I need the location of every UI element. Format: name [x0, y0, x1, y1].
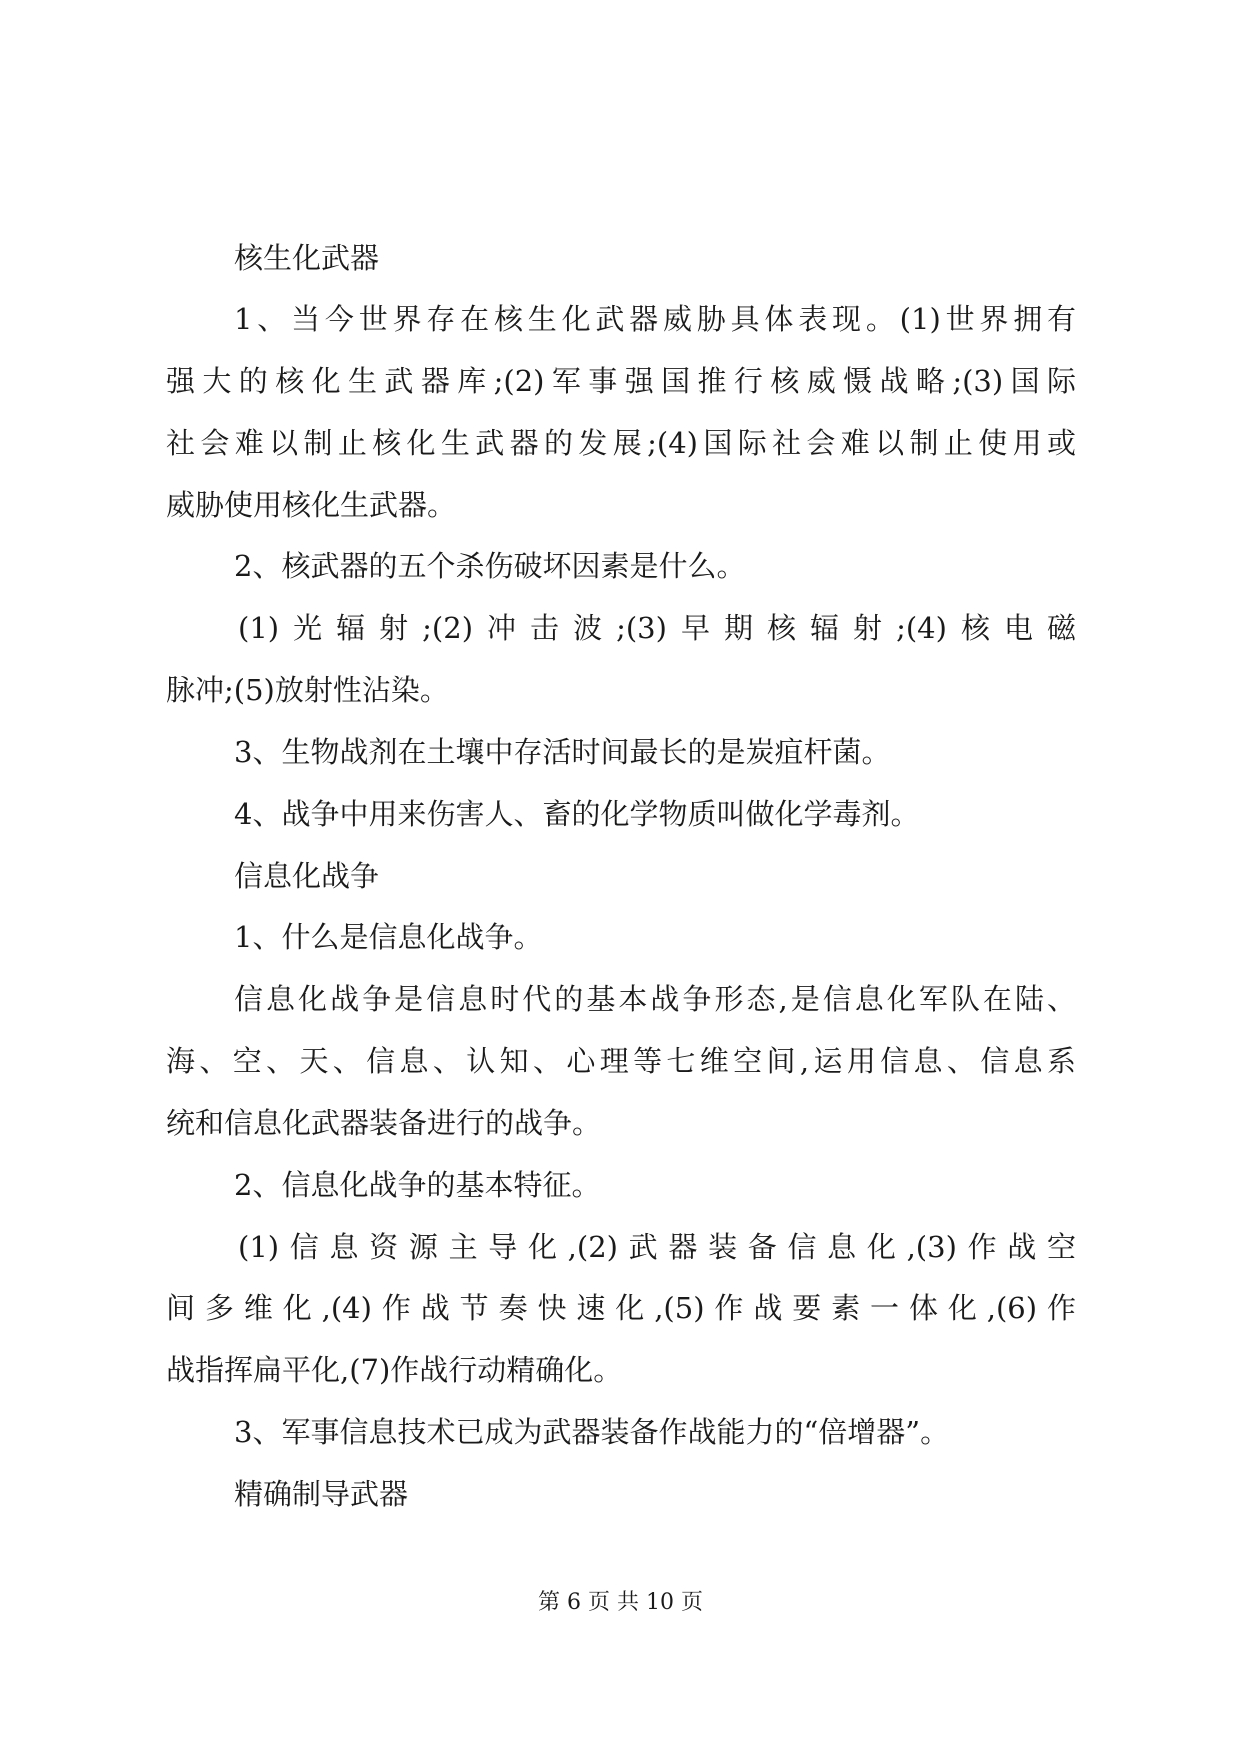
paragraph-line: 间多维化,(4)作战节奏快速化,(5)作战要素一体化,(6)作: [166, 1291, 1076, 1325]
section-heading: 核生化武器: [234, 241, 380, 275]
paragraph-line: 威胁使用核化生武器。: [166, 488, 457, 522]
paragraph-line: 脉冲;(5)放射性沾染。: [166, 673, 449, 707]
section-heading: 信息化战争: [234, 859, 380, 893]
paragraph-line: 2、核武器的五个杀伤破坏因素是什么。: [234, 549, 746, 583]
paragraph-line: 社会难以制止核化生武器的发展;(4)国际社会难以制止使用或: [166, 426, 1076, 460]
paragraph-line: 信息化战争是信息时代的基本战争形态,是信息化军队在陆、: [234, 982, 1076, 1016]
paragraph-line: 战指挥扁平化,(7)作战行动精确化。: [166, 1353, 623, 1387]
paragraph-line: 统和信息化武器装备进行的战争。: [166, 1106, 602, 1140]
paragraph-line: 4、战争中用来伤害人、畜的化学物质叫做化学毒剂。: [234, 797, 920, 831]
section-heading: 精确制导武器: [234, 1477, 409, 1511]
page-number-footer: 第 6 页 共 10 页: [538, 1590, 703, 1615]
paragraph-line: 3、生物战剂在土壤中存活时间最长的是炭疽杆菌。: [234, 735, 891, 769]
paragraph-line: 2、信息化战争的基本特征。: [234, 1168, 601, 1202]
paragraph-line: (1)光辐射;(2)冲击波;(3)早期核辐射;(4)核电磁: [238, 611, 1076, 645]
paragraph-line: 1、什么是信息化战争。: [234, 920, 543, 954]
paragraph-line: 3、军事信息技术已成为武器装备作战能力的“倍增器”。: [234, 1415, 950, 1449]
paragraph-line: (1)信息资源主导化,(2)武器装备信息化,(3)作战空: [238, 1230, 1076, 1264]
paragraph-line: 强大的核化生武器库;(2)军事强国推行核威慑战略;(3)国际: [166, 364, 1076, 398]
paragraph-line: 1、当今世界存在核生化武器威胁具体表现。(1)世界拥有: [234, 302, 1076, 336]
paragraph-line: 海、空、天、信息、认知、心理等七维空间,运用信息、信息系: [166, 1044, 1076, 1078]
